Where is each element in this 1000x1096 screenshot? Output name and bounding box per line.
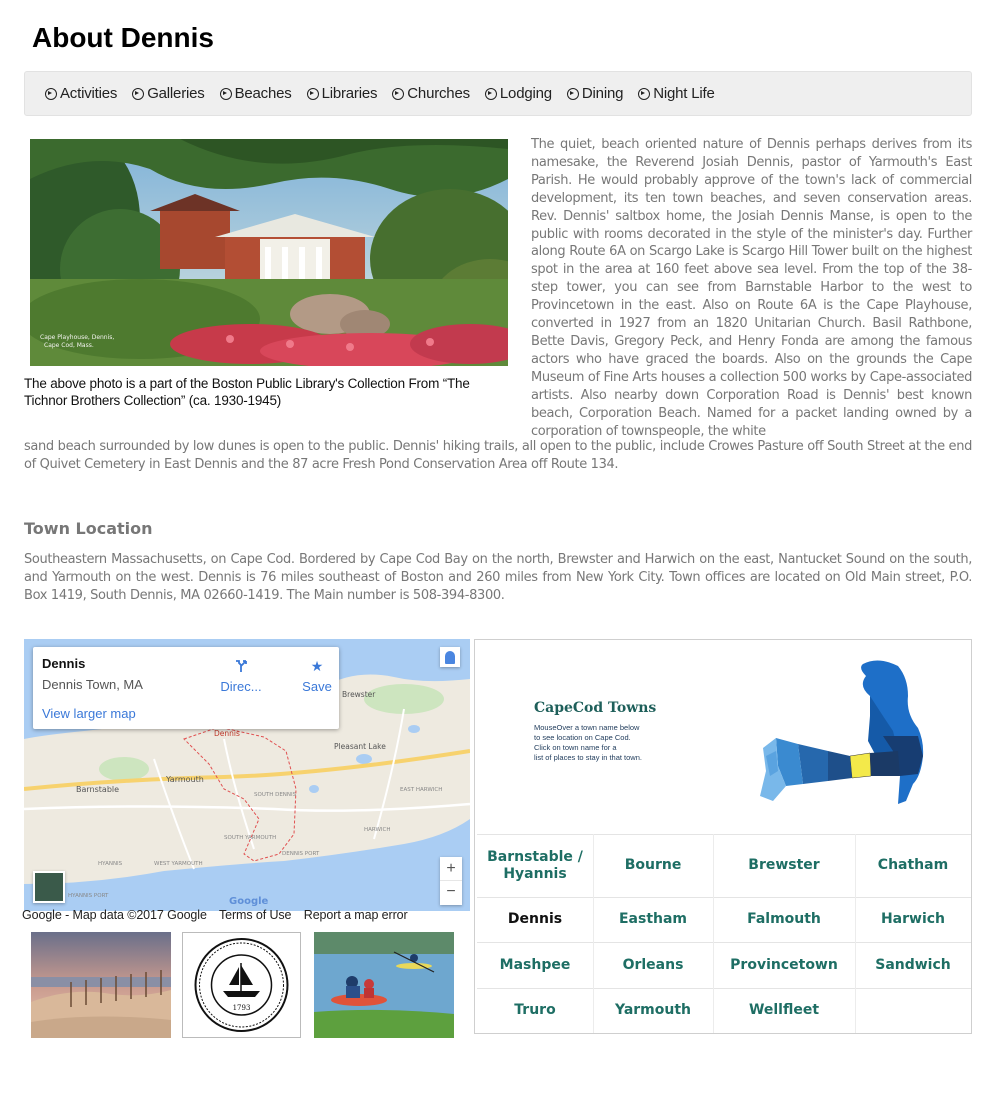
instruction-line: MouseOver a town name below — [534, 723, 640, 732]
map-label-dennis: Dennis — [214, 729, 240, 738]
place-subtitle: Dennis Town, MA — [42, 677, 143, 692]
nav-item-galleries[interactable] — [132, 85, 204, 102]
map-place-card — [33, 647, 339, 729]
town-dennis[interactable]: Dennis — [507, 911, 563, 927]
map-label-brewster: Brewster — [342, 690, 376, 699]
town-chatham[interactable]: Chatham — [877, 857, 949, 873]
map-label-south-yarmouth: SOUTH YARMOUTH — [224, 835, 277, 841]
instruction-line: Click on town name for a — [534, 743, 617, 752]
town-mashpee[interactable]: Mashpee — [499, 956, 571, 973]
save-label: Save — [302, 679, 332, 694]
beach-dunes-image — [31, 932, 171, 1038]
nav-item-lodging[interactable] — [485, 85, 552, 102]
play-circle-icon — [132, 88, 144, 100]
photo-caption: The above photo is a part of the Boston Public Library's Collection From “The Tichnor Brothers Collection” (ca. 1930-1945) — [24, 376, 470, 408]
directions-button[interactable] — [219, 659, 263, 694]
nav-item-churches[interactable] — [392, 85, 470, 102]
town-orleans[interactable]: Orleans — [622, 956, 684, 973]
town-harwich[interactable]: Harwich — [880, 911, 946, 927]
postcard-label: Cape Playhouse, Dennis, Cape Cod, Mass. — [40, 334, 115, 349]
nav-item-label: Dining — [581, 85, 624, 102]
nav-item-label: Galleries — [147, 85, 205, 102]
instruction-line: list of places to stay in that town. — [534, 753, 642, 762]
kayak-image — [314, 932, 454, 1038]
nav-item-activities[interactable] — [45, 85, 117, 102]
zoom-in-button[interactable]: + — [440, 857, 462, 881]
town-location-heading: Town Location — [24, 519, 153, 538]
capecod-towns-panel — [474, 639, 972, 1034]
town-truro[interactable]: Truro — [514, 1002, 556, 1018]
playhouse-postcard-image — [30, 139, 508, 366]
map-label-dennis-port: DENNIS PORT — [282, 851, 320, 857]
play-circle-icon — [638, 88, 650, 100]
map-label-barnstable: Barnstable — [76, 785, 120, 794]
play-circle-icon — [220, 88, 232, 100]
map-label-hyannis: HYANNIS — [98, 861, 123, 867]
report-map-error-link[interactable]: Report a map error — [303, 908, 408, 922]
map-label-south-dennis: SOUTH DENNIS — [254, 792, 297, 798]
terms-of-use-link[interactable]: Terms of Use — [218, 908, 292, 922]
zoom-controls — [440, 857, 462, 905]
map-label-west-yarmouth: WEST YARMOUTH — [154, 861, 203, 867]
play-circle-icon — [307, 88, 319, 100]
nav-item-label: Activities — [60, 85, 118, 102]
town-barnstable-hyannis[interactable]: Barnstable / Hyannis — [487, 848, 583, 882]
nav-item-dining[interactable] — [567, 85, 623, 102]
pegman-icon[interactable] — [440, 647, 460, 667]
map-label-harwich: HARWICH — [364, 827, 391, 833]
town-yarmouth[interactable]: Yarmouth — [614, 1002, 692, 1018]
play-circle-icon — [45, 88, 57, 100]
nav-item-night-life[interactable] — [638, 85, 714, 102]
capecod-map-image[interactable] — [758, 656, 928, 806]
play-circle-icon — [567, 88, 579, 100]
directions-label: Direc... — [220, 679, 262, 694]
map-label-yarmouth: Yarmouth — [166, 775, 204, 784]
play-circle-icon — [485, 88, 497, 100]
instruction-line: to see location on Cape Cod. — [534, 733, 631, 742]
view-larger-map-link[interactable]: View larger map — [42, 706, 136, 721]
google-map[interactable] — [24, 639, 470, 911]
nav-item-label: Libraries — [321, 85, 378, 102]
town-brewster[interactable]: Brewster — [748, 857, 820, 873]
description-text: The quiet, beach oriented nature of Dennis perhaps derives from its namesake, the Reverend Josiah Dennis, pastor of Yarmouth's East Parish. He would probably approve of the town's lack of commercial development, its ten town beaches, and seven conservation areas. Rev. Dennis' saltbox home, the Josiah Dennis Manse, is open to the public with rooms decorated in the style of the minister's day. Further along Route 6A on Scargo Lake is Scargo Hill Tower built on the highest spot in the area at 160 feet above sea level. From the top of the 38-step tower, you can see from Barnstable Harbor to the west to Provincetown in the east. Also on Route 6A is the Cape Playhouse, converted in 1927 from an 1820 Unitarian Church. Basil Rathbone, Bette Davis, Gregory Peck, and Henry Fonda are among the famous actors who have graced the boards. Also on the grounds the Cape Museum of Fine Arts houses a collection 500 works by Cape-associated artists. Also nearby down Corporation Road is Dennis' best known beach, Corporation Beach. Named for a packet landing owned by a corporation of townspeople, the white — [531, 137, 972, 439]
town-wellfleet[interactable]: Wellfleet — [748, 1002, 820, 1018]
google-logo: Google — [229, 896, 269, 907]
zoom-out-button[interactable]: − — [446, 883, 456, 900]
nav-bar — [24, 71, 972, 116]
satellite-toggle[interactable] — [33, 871, 65, 903]
page-title: About Dennis — [32, 22, 214, 53]
capecod-town-grid — [477, 834, 971, 1033]
star-icon: ★ — [310, 658, 324, 674]
directions-icon — [234, 659, 248, 673]
description-text-continued: sand beach surrounded by low dunes is open to the public. Dennis' hiking trails, all open to the public, include Crowes Pasture off South Street at the end of Quivet Cemetery in East Dennis and the 87 acre Fresh Pond Conservation Area off Route 134. — [24, 439, 972, 472]
place-name: Dennis — [42, 656, 86, 671]
beach-dunes-thumbnail[interactable] — [31, 932, 171, 1038]
town-provincetown[interactable]: Provincetown — [730, 956, 838, 973]
town-eastham[interactable]: Eastham — [618, 911, 688, 927]
play-circle-icon — [392, 88, 404, 100]
town-sandwich[interactable]: Sandwich — [875, 956, 951, 973]
town-falmouth[interactable]: Falmouth — [747, 911, 821, 927]
map-attribution — [22, 908, 417, 922]
capecod-instructions — [534, 723, 674, 763]
town-seal-image — [183, 933, 300, 1037]
nav-item-label: Lodging — [499, 85, 552, 102]
map-label-east-harwich: EAST HARWICH — [400, 787, 443, 793]
nav-item-label: Night Life — [653, 85, 715, 102]
map-data-text: Google - Map data ©2017 Google — [22, 908, 207, 922]
nav-item-label: Churches — [407, 85, 470, 102]
nav-item-beaches[interactable] — [220, 85, 292, 102]
postcard-photo — [30, 139, 508, 366]
map-label-pleasant-lake: Pleasant Lake — [334, 742, 386, 751]
nav-item-label: Beaches — [234, 85, 292, 102]
seal-year: 1793 — [232, 1004, 251, 1012]
town-bourne[interactable]: Bourne — [624, 857, 682, 873]
capecod-towns-title: CapeCod Towns — [534, 700, 657, 716]
town-location-text: Southeastern Massachusetts, on Cape Cod. Bordered by Cape Cod Bay on the north, Brewster and Harwich on the east, Nantucket Sound on the south, and Yarmouth on the west. Dennis is 76 miles southeast of Boston and 260 miles from New York City. Town offices are located on Old Main street, P.O. Box 1419, South Dennis, MA 02660-1419. The Main number is 508-394-8300. — [24, 552, 972, 603]
map-label-hyannis-port: HYANNIS PORT — [68, 893, 109, 899]
save-button[interactable] — [295, 659, 339, 694]
kayak-thumbnail[interactable] — [314, 932, 454, 1038]
nav-item-libraries[interactable] — [307, 85, 378, 102]
town-seal-thumbnail[interactable] — [182, 932, 301, 1038]
